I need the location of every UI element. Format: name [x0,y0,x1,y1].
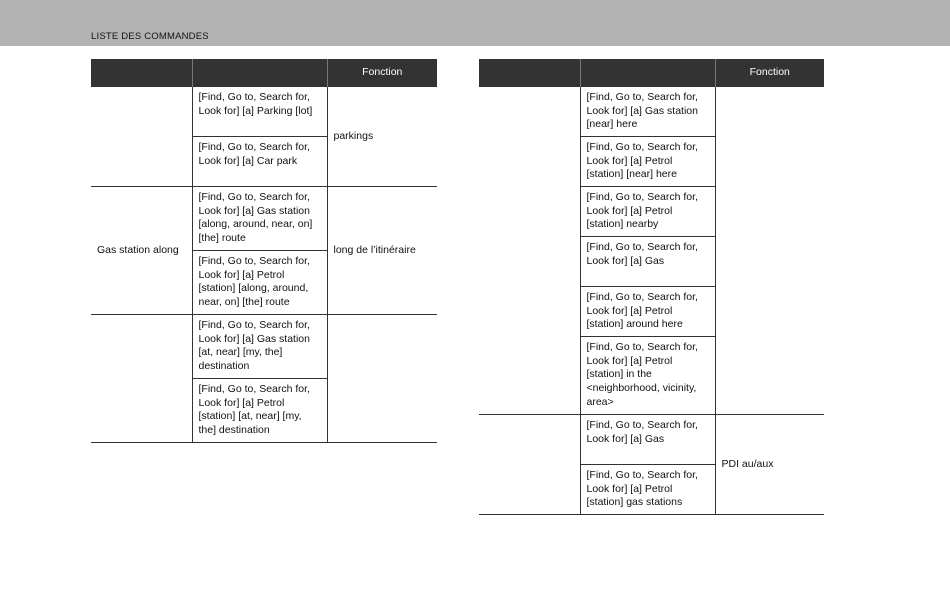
command-cell: [Find, Go to, Search for, Look for] [a] Gas station [near] here [580,87,715,137]
function-cell: long de l’itinéraire [327,187,437,315]
left-table-header-row [91,59,437,87]
function-cell [715,87,824,415]
function-cell: parkings [327,87,437,187]
right-header-category [479,59,580,87]
table-row [479,87,824,137]
table-row [91,87,437,137]
command-cell: [Find, Go to, Search for, Look for] [a] Petrol [station] nearby [580,187,715,237]
category-cell [91,315,192,443]
category-cell: Gas station along [91,187,192,315]
left-header-category [91,59,192,87]
command-cell: [Find, Go to, Search for, Look for] [a] Gas station [at, near] [my, the] destination [192,315,327,379]
right-header-function: Fonction [715,59,824,87]
left-header-command [192,59,327,87]
command-cell: [Find, Go to, Search for, Look for] [a] Petrol [station] [along, around, near, on] [the] route [192,251,327,315]
table-row [91,315,437,379]
page-header-title: LISTE DES COMMANDES [91,31,209,42]
command-cell: [Find, Go to, Search for, Look for] [a] Gas [580,415,715,465]
command-cell: [Find, Go to, Search for, Look for] [a] Petrol [station] around here [580,287,715,337]
table-row [91,187,437,251]
command-cell: [Find, Go to, Search for, Look for] [a] Petrol [station] [at, near] [my, the] destination [192,379,327,443]
category-cell [479,87,580,415]
command-cell: [Find, Go to, Search for, Look for] [a] Petrol [station] [near] here [580,137,715,187]
command-cell: [Find, Go to, Search for, Look for] [a] Petrol [station] gas stations [580,465,715,515]
command-cell: [Find, Go to, Search for, Look for] [a] Gas [580,237,715,287]
command-cell: [Find, Go to, Search for, Look for] [a] Petrol [station] in the <neighborhood, vicinity, area> [580,337,715,415]
table-row [479,415,824,465]
command-cell: [Find, Go to, Search for, Look for] [a] Car park [192,137,327,187]
command-cell: [Find, Go to, Search for, Look for] [a] Gas station [along, around, near, on] [the] route [192,187,327,251]
command-cell: [Find, Go to, Search for, Look for] [a] Parking [lot] [192,87,327,137]
function-cell [327,315,437,443]
right-header-command [580,59,715,87]
left-command-table [91,59,437,443]
right-command-table [479,59,824,515]
category-cell [479,415,580,515]
function-cell: PDI au/aux [715,415,824,515]
right-table-header-row [479,59,824,87]
category-cell [91,87,192,187]
left-header-function: Fonction [327,59,437,87]
